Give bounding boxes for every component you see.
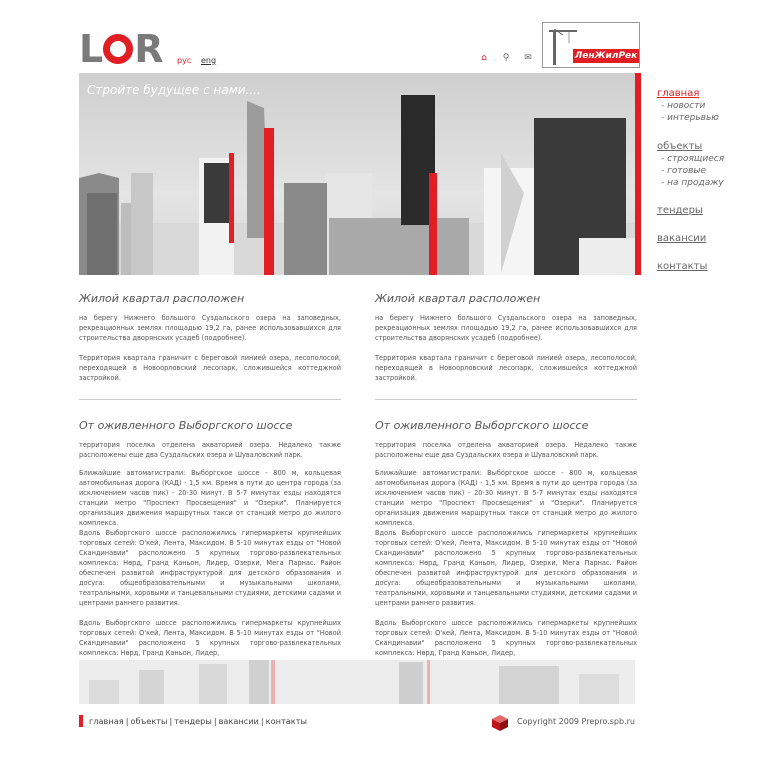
lang-ru-link[interactable]: рус <box>177 56 192 65</box>
content-column-right <box>375 291 637 658</box>
nav-sub-interview[interactable]: - интерьвью <box>661 113 719 123</box>
nav-item-main[interactable]: главная <box>657 88 700 99</box>
article-section-1 <box>79 291 341 399</box>
separator: | <box>125 716 129 726</box>
skyline-decoration <box>79 660 635 704</box>
lang-en-link[interactable]: eng <box>201 56 217 65</box>
nav-sub-news[interactable]: - новости <box>661 101 706 111</box>
hero-banner <box>79 73 641 275</box>
paragraph: Ближайшие автомагистрали: Выборгское шоссе - 800 м, кольцевая автомобильная дорога (КАД) - 1,5 км. Время в пути до центра города (за исключением часов пик) - 20-30 минут. В 5-7 минутах езды находятся станции метро "Проспект Просвещения" и "Озерки". Планируется организация движения маршрутных такси от станций метро до жилого комплекса. <box>375 469 637 527</box>
nav-sub-building[interactable]: - строящиеся <box>661 154 725 164</box>
paragraph: Территория квартала граничит с береговой линией озера, лесополосой, переходящей в Новоорловский лесопарк, сложившейся коттеджной застройкой. <box>375 354 637 382</box>
footer-skyline-strip <box>79 660 635 704</box>
site-logo[interactable] <box>79 27 163 71</box>
home-icon[interactable]: ⌂ <box>481 53 487 63</box>
footer-link-objects[interactable]: объекты <box>130 716 168 726</box>
paragraph: Вдоль Выборгского шоссе расположились гипермаркеты крупнейших торговых сетей: О'кей, Лента, Максидом. В 5-10 минутах езды от "Новой Скандинавии" расположено 5 крупных торгово-развлекательных комплекса: Нөрд, Гранд Каньон, Лидер, Озерки, Мега Парнас. Район обеспечен развитой инфраструктурой для детского образования и досуга: общеобразовательными и музыкальными школами, театральными, хоровыми и танцевальными студиями, детскими садами и центрами раннего развития. <box>79 529 341 607</box>
footer-nav <box>89 716 307 727</box>
search-icon[interactable]: ⚲ <box>502 53 510 63</box>
footer-link-main[interactable]: главная <box>89 716 124 726</box>
nav-sub-for-sale[interactable]: - на продажу <box>661 178 724 188</box>
paragraph: Территория квартала граничит с береговой линией озера, лесополосой, переходящей в Новоорловский лесопарк, сложившейся коттеджной застройкой. <box>79 354 341 382</box>
developer-cube-icon[interactable] <box>491 714 509 732</box>
nav-sub-ready[interactable]: - готовые <box>661 166 707 176</box>
article-section-2 <box>79 412 341 658</box>
divider <box>79 399 341 400</box>
mail-icon[interactable]: ✉ <box>524 53 532 63</box>
main-nav <box>657 88 724 273</box>
article-section-2 <box>375 412 637 658</box>
hero-accent-bar <box>635 73 641 275</box>
city-skyline-image <box>79 73 641 275</box>
footer-link-tenders[interactable]: тендеры <box>174 716 212 726</box>
paragraph: Вдоль Выборгского шоссе расположились гипермаркеты крупнейших торговых сетей: О'кей, Лента, Максидом. В 5-10 минутах езды от "Новой Скандинавии" расположено 5 крупных торгово-развлекательных комплекса: Нөрд, Гранд Каньон, Лидер, <box>79 619 341 657</box>
paragraph: Вдоль Выборгского шоссе расположились гипермаркеты крупнейших торговых сетей: О'кей, Лента, Максидом. В 5-10 минутах езды от "Новой Скандинавии" расположено 5 крупных торгово-развлекательных комплекса: Нөрд, Гранд Каньон, Лидер, Озерки, Мега Парнас. Район обеспечен развитой инфраструктурой для детского образования и досуга: общеобразовательными и музыкальными школами, театральными, хоровыми и танцевальными студиями, детскими садами и центрами раннего развития. <box>375 529 637 607</box>
logo-letter-r: R <box>134 27 163 71</box>
paragraph: на берегу Нижнего большого Суздальского озера на заповедных, рекреационных землях площадью 19,2 га, ранее использовавшихся для строительства дворянских усадеб (подробнее). <box>79 314 341 342</box>
partner-logo[interactable] <box>542 22 640 68</box>
section-heading: Жилой квартал расположен <box>79 292 245 305</box>
paragraph: Ближайшие автомагистрали: Выборгское шоссе - 800 м, кольцевая автомобильная дорога (КАД) - 1,5 км. Время в пути до центра города (за исключением часов пик) - 20-30 минут. В 5-7 минутах езды находятся станции метро "Проспект Просвещения" и "Озерки". Планируется организация движения маршрутных такси от станций метро до жилого комплекса. <box>79 469 341 527</box>
nav-item-vacancies[interactable]: вакансии <box>657 233 707 244</box>
paragraph: на берегу Нижнего большого Суздальского озера на заповедных, рекреационных землях площадью 19,2 га, ранее использовавшихся для строительства дворянских усадеб (подробнее). <box>375 314 637 342</box>
paragraph: Вдоль Выборгского шоссе расположились гипермаркеты крупнейших торговых сетей: О'кей, Лента, Максидом. В 5-10 минутах езды от "Новой Скандинавии" расположено 5 крупных торгово-развлекательных комплекса: Нөрд, Гранд Каньон, Лидер, <box>375 619 637 657</box>
nav-item-contacts[interactable]: контакты <box>657 261 708 272</box>
content-column-left <box>79 291 341 658</box>
nav-item-objects[interactable]: объекты <box>657 141 703 152</box>
section-heading: От оживленного Выборгского шоссе <box>375 419 589 432</box>
logo-letter-l: L <box>79 27 103 71</box>
footer-link-contacts[interactable]: контакты <box>265 716 307 726</box>
footer-link-vacancies[interactable]: вакансии <box>218 716 259 726</box>
section-heading: Жилой квартал расположен <box>375 292 541 305</box>
nav-item-tenders[interactable]: тендеры <box>657 205 703 216</box>
copyright-text: Copyright 2009 Prepro.spb.ru <box>517 717 635 726</box>
article-section-1 <box>375 291 637 399</box>
separator: | <box>213 716 217 726</box>
separator: | <box>169 716 173 726</box>
section-heading: От оживленного Выборгского шоссе <box>79 419 293 432</box>
logo-ring-icon <box>103 34 133 64</box>
paragraph: территория поселка отделена акваторией озера. Недалеко также расположены еще два Суздальских озера и Шуваловский парк. <box>375 441 637 459</box>
paragraph: территория поселка отделена акваторией озера. Недалеко также расположены еще два Суздальских озера и Шуваловский парк. <box>79 441 341 459</box>
divider <box>375 399 637 400</box>
hero-tagline: Стройте будущее с нами.... <box>87 83 261 97</box>
footer-accent-bar <box>79 715 83 727</box>
header-icons <box>478 52 534 64</box>
separator: | <box>260 716 264 726</box>
partner-name: ЛенЖилРек <box>574 51 638 61</box>
